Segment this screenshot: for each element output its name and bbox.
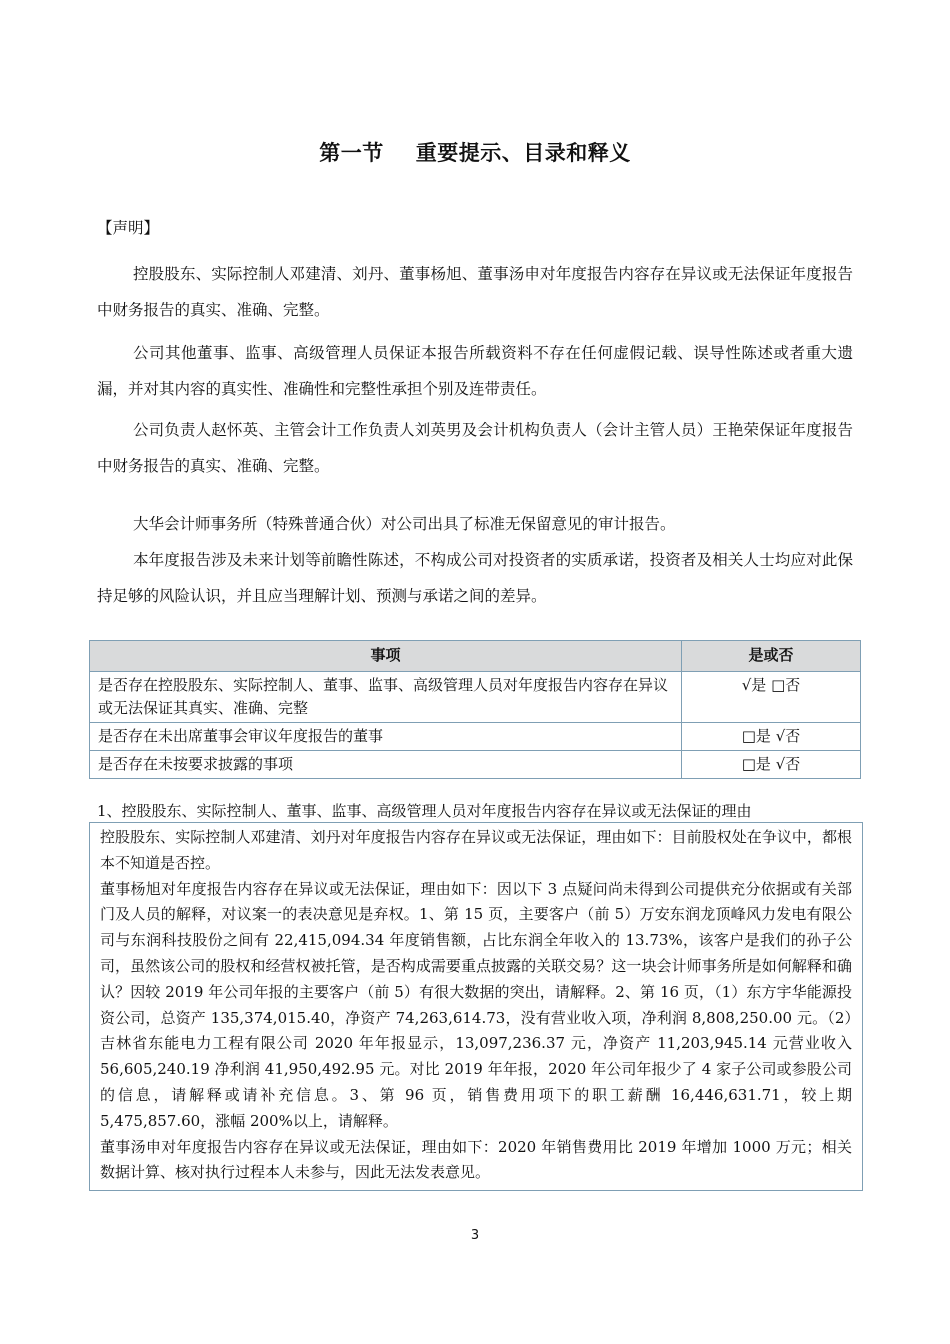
reason-director-yang-xu: 董事杨旭对年度报告内容存在异议或无法保证，理由如下：因以下 3 点疑问尚未得到公司提供充分依据或有关部门及人员的解释，对议案一的表决意见是弃权。1、第 15 页，主要客户（前 5）万安东润龙顶峰风力发电有限公司与东润科技股份之间有 22,415,094.34 年度销售额，占比东润全年收入的 13.73%，该客户是我们的孙子公司，虽然该公司的股权和经营权被托管，是否构成需要重点披露的关联交易？这一块会计师事务所是如何解释和确认？因较 2019 年公司年报的主要客户（前 5）有很大数据的突出，请解释。2、第 16 页，（1）东方宇华能源投资公司，总资产 135,374,015.40，净资产 74,263,614.73，没有营业收入项，净利润 8,808,250.00 元。（2）吉林省东能电力工程有限公司 2020 年年报显示，13,097,236.37 元，净资产 11,203,945.14 元营业收入 56,605,240.19 净利润 41,950,492.95 元。对比 2019 年年报，2020 年公司年报少了 4 家子公司或参股公司的信息，请解释或请补充信息。3、第 96 页，销售费用项下的职工薪酬 16,446,631.71，较上期 5,475,857.60，涨幅 200%以上，请解释。	[100, 879, 852, 1130]
reason-box	[89, 822, 863, 1191]
table-cell-item: 是否存在控股股东、实际控制人、董事、监事、高级管理人员对年度报告内容存在异议或无法保证其真实、准确、完整	[90, 672, 682, 723]
paragraph-audit-opinion: 大华会计师事务所（特殊普通合伙）对公司出具了标准无保留意见的审计报告。	[133, 515, 676, 533]
page-number: 3	[470, 1228, 480, 1243]
section-number: 第一节	[319, 141, 384, 165]
table-cell-answer: □是 √否	[682, 751, 861, 779]
table-cell-answer: √是 □否	[682, 672, 861, 723]
table-cell-answer: □是 √否	[682, 723, 861, 751]
paragraph-responsible-persons: 公司负责人赵怀英、主管会计工作负责人刘英男及会计机构负责人（会计主管人员）王艳荣保证年度报告中财务报告的真实、准确、完整。	[97, 421, 853, 475]
reason-director-tang-shen: 董事汤申对年度报告内容存在异议或无法保证，理由如下：2020 年销售费用比 2019 年增加 1000 万元；相关数据计算、核对执行过程本人未参与，因此无法发表意见。	[100, 1137, 852, 1182]
paragraph-forward-looking: 本年度报告涉及未来计划等前瞻性陈述，不构成公司对投资者的实质承诺，投资者及相关人士均应对此保持足够的风险认识，并且应当理解计划、预测与承诺之间的差异。	[97, 551, 853, 605]
reason-heading: 1、控股股东、实际控制人、董事、监事、高级管理人员对年度报告内容存在异议或无法保证的理由	[97, 802, 752, 820]
declaration-label: 【声明】	[97, 219, 160, 237]
table-header-answer: 是或否	[682, 641, 861, 672]
table-header-item: 事项	[90, 641, 682, 672]
table-row	[90, 751, 861, 779]
page-title	[0, 137, 950, 167]
disclosure-table	[89, 640, 861, 779]
paragraph-controlling-shareholders: 控股股东、实际控制人邓建清、刘丹、董事杨旭、董事汤申对年度报告内容存在异议或无法保证年度报告中财务报告的真实、准确、完整。	[97, 265, 853, 319]
table-cell-item: 是否存在未出席董事会审议年度报告的董事	[90, 723, 682, 751]
section-title: 重要提示、目录和释义	[415, 141, 631, 165]
paragraph-directors-guarantee: 公司其他董事、监事、高级管理人员保证本报告所载资料不存在任何虚假记载、误导性陈述或者重大遗漏，并对其内容的真实性、准确性和完整性承担个别及连带责任。	[97, 344, 853, 398]
table-row	[90, 672, 861, 723]
table-header-row	[90, 641, 861, 672]
table-cell-item: 是否存在未按要求披露的事项	[90, 751, 682, 779]
reason-controlling-shareholders: 控股股东、实际控制人邓建清、刘丹对年度报告内容存在异议或无法保证，理由如下：目前股权处在争议中，都根本不知道是否控。	[100, 828, 852, 872]
table-row	[90, 723, 861, 751]
